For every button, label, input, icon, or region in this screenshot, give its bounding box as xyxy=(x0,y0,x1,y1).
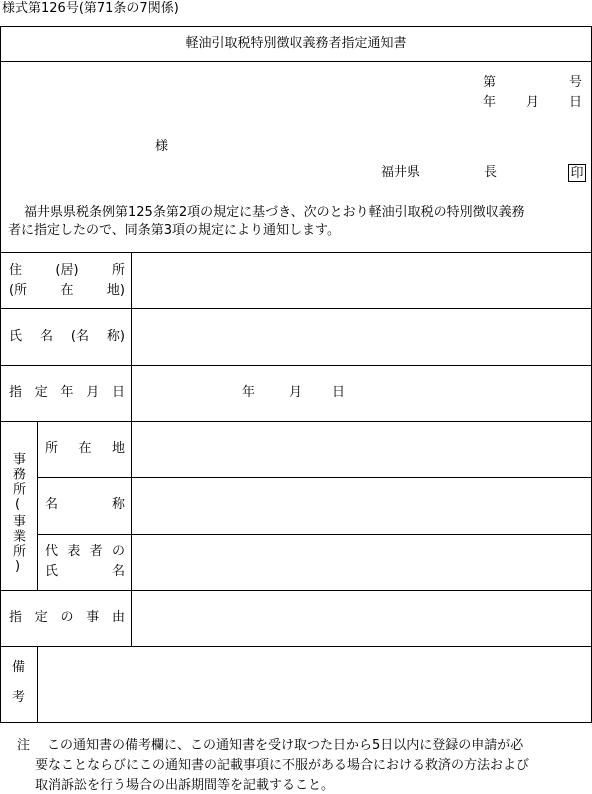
document-title: 軽油引取税特別徴収義務者指定通知書 xyxy=(185,36,407,51)
office-group-line xyxy=(37,421,38,590)
designation-date-label: 指 定 年 月 日 xyxy=(9,385,125,400)
note-line-3: 取消訴訟を行う場合の出訴期間等を記載すること。 xyxy=(35,778,335,793)
note-mark: 注 xyxy=(17,738,31,753)
issuer-prefecture: 福井県 xyxy=(381,165,421,180)
office-location-field[interactable] xyxy=(132,422,591,477)
designation-month-unit: 月 xyxy=(289,385,303,400)
row-line-2 xyxy=(0,365,592,366)
reason-label: 指 定 の 事 由 xyxy=(9,610,125,625)
date-month: 月 xyxy=(526,95,540,110)
designation-day-unit: 日 xyxy=(332,385,346,400)
remarks-field[interactable] xyxy=(38,647,591,722)
remarks-label-char1: 備 xyxy=(12,660,26,675)
address-label-line2: (所 在 地) xyxy=(9,283,125,298)
title-divider xyxy=(0,61,592,62)
remarks-label-char2: 考 xyxy=(12,690,26,705)
note-line-1: この通知書の備考欄に、この通知書を受け取つた日から5日以内に登録の申請が必 xyxy=(47,738,524,753)
date-year: 年 xyxy=(483,95,497,110)
form-number: 様式第126号(第71条の7関係) xyxy=(2,1,179,16)
office-name-label: 名 称 xyxy=(45,497,125,512)
office-location-label: 所 在 地 xyxy=(45,441,125,456)
office-group-label: 事務所(事業所) xyxy=(10,452,25,576)
representative-field[interactable] xyxy=(132,535,591,590)
addressee-honorific: 様 xyxy=(155,139,169,154)
reason-field[interactable] xyxy=(132,591,591,646)
date-day: 日 xyxy=(569,95,583,110)
name-label: 氏 名 (名 称) xyxy=(9,329,125,344)
designation-year-unit: 年 xyxy=(242,385,256,400)
note-line-2: 要なことならびにこの通知書の記載事項に不服がある場合における救済の方法および xyxy=(35,758,530,773)
office-name-field[interactable] xyxy=(132,478,591,534)
name-field[interactable] xyxy=(132,309,591,365)
number-prefix: 第 xyxy=(483,75,497,90)
intro-line-1: 福井県県税条例第125条第2項の規定に基づき、次のとおり軽油引取税の特別徴収義務 xyxy=(24,205,525,220)
address-label-line1: 住 (居) 所 xyxy=(9,263,125,278)
address-field[interactable] xyxy=(132,253,591,308)
number-suffix: 号 xyxy=(569,75,583,90)
seal-mark: 印 xyxy=(568,164,586,182)
representative-label-line1: 代 表 者 の xyxy=(45,544,125,559)
issuer-chief: 長 xyxy=(484,165,498,180)
intro-line-2: 者に指定したので、同条第3項の規定により通知します。 xyxy=(8,223,340,238)
representative-label-line2: 氏 名 xyxy=(45,564,125,579)
